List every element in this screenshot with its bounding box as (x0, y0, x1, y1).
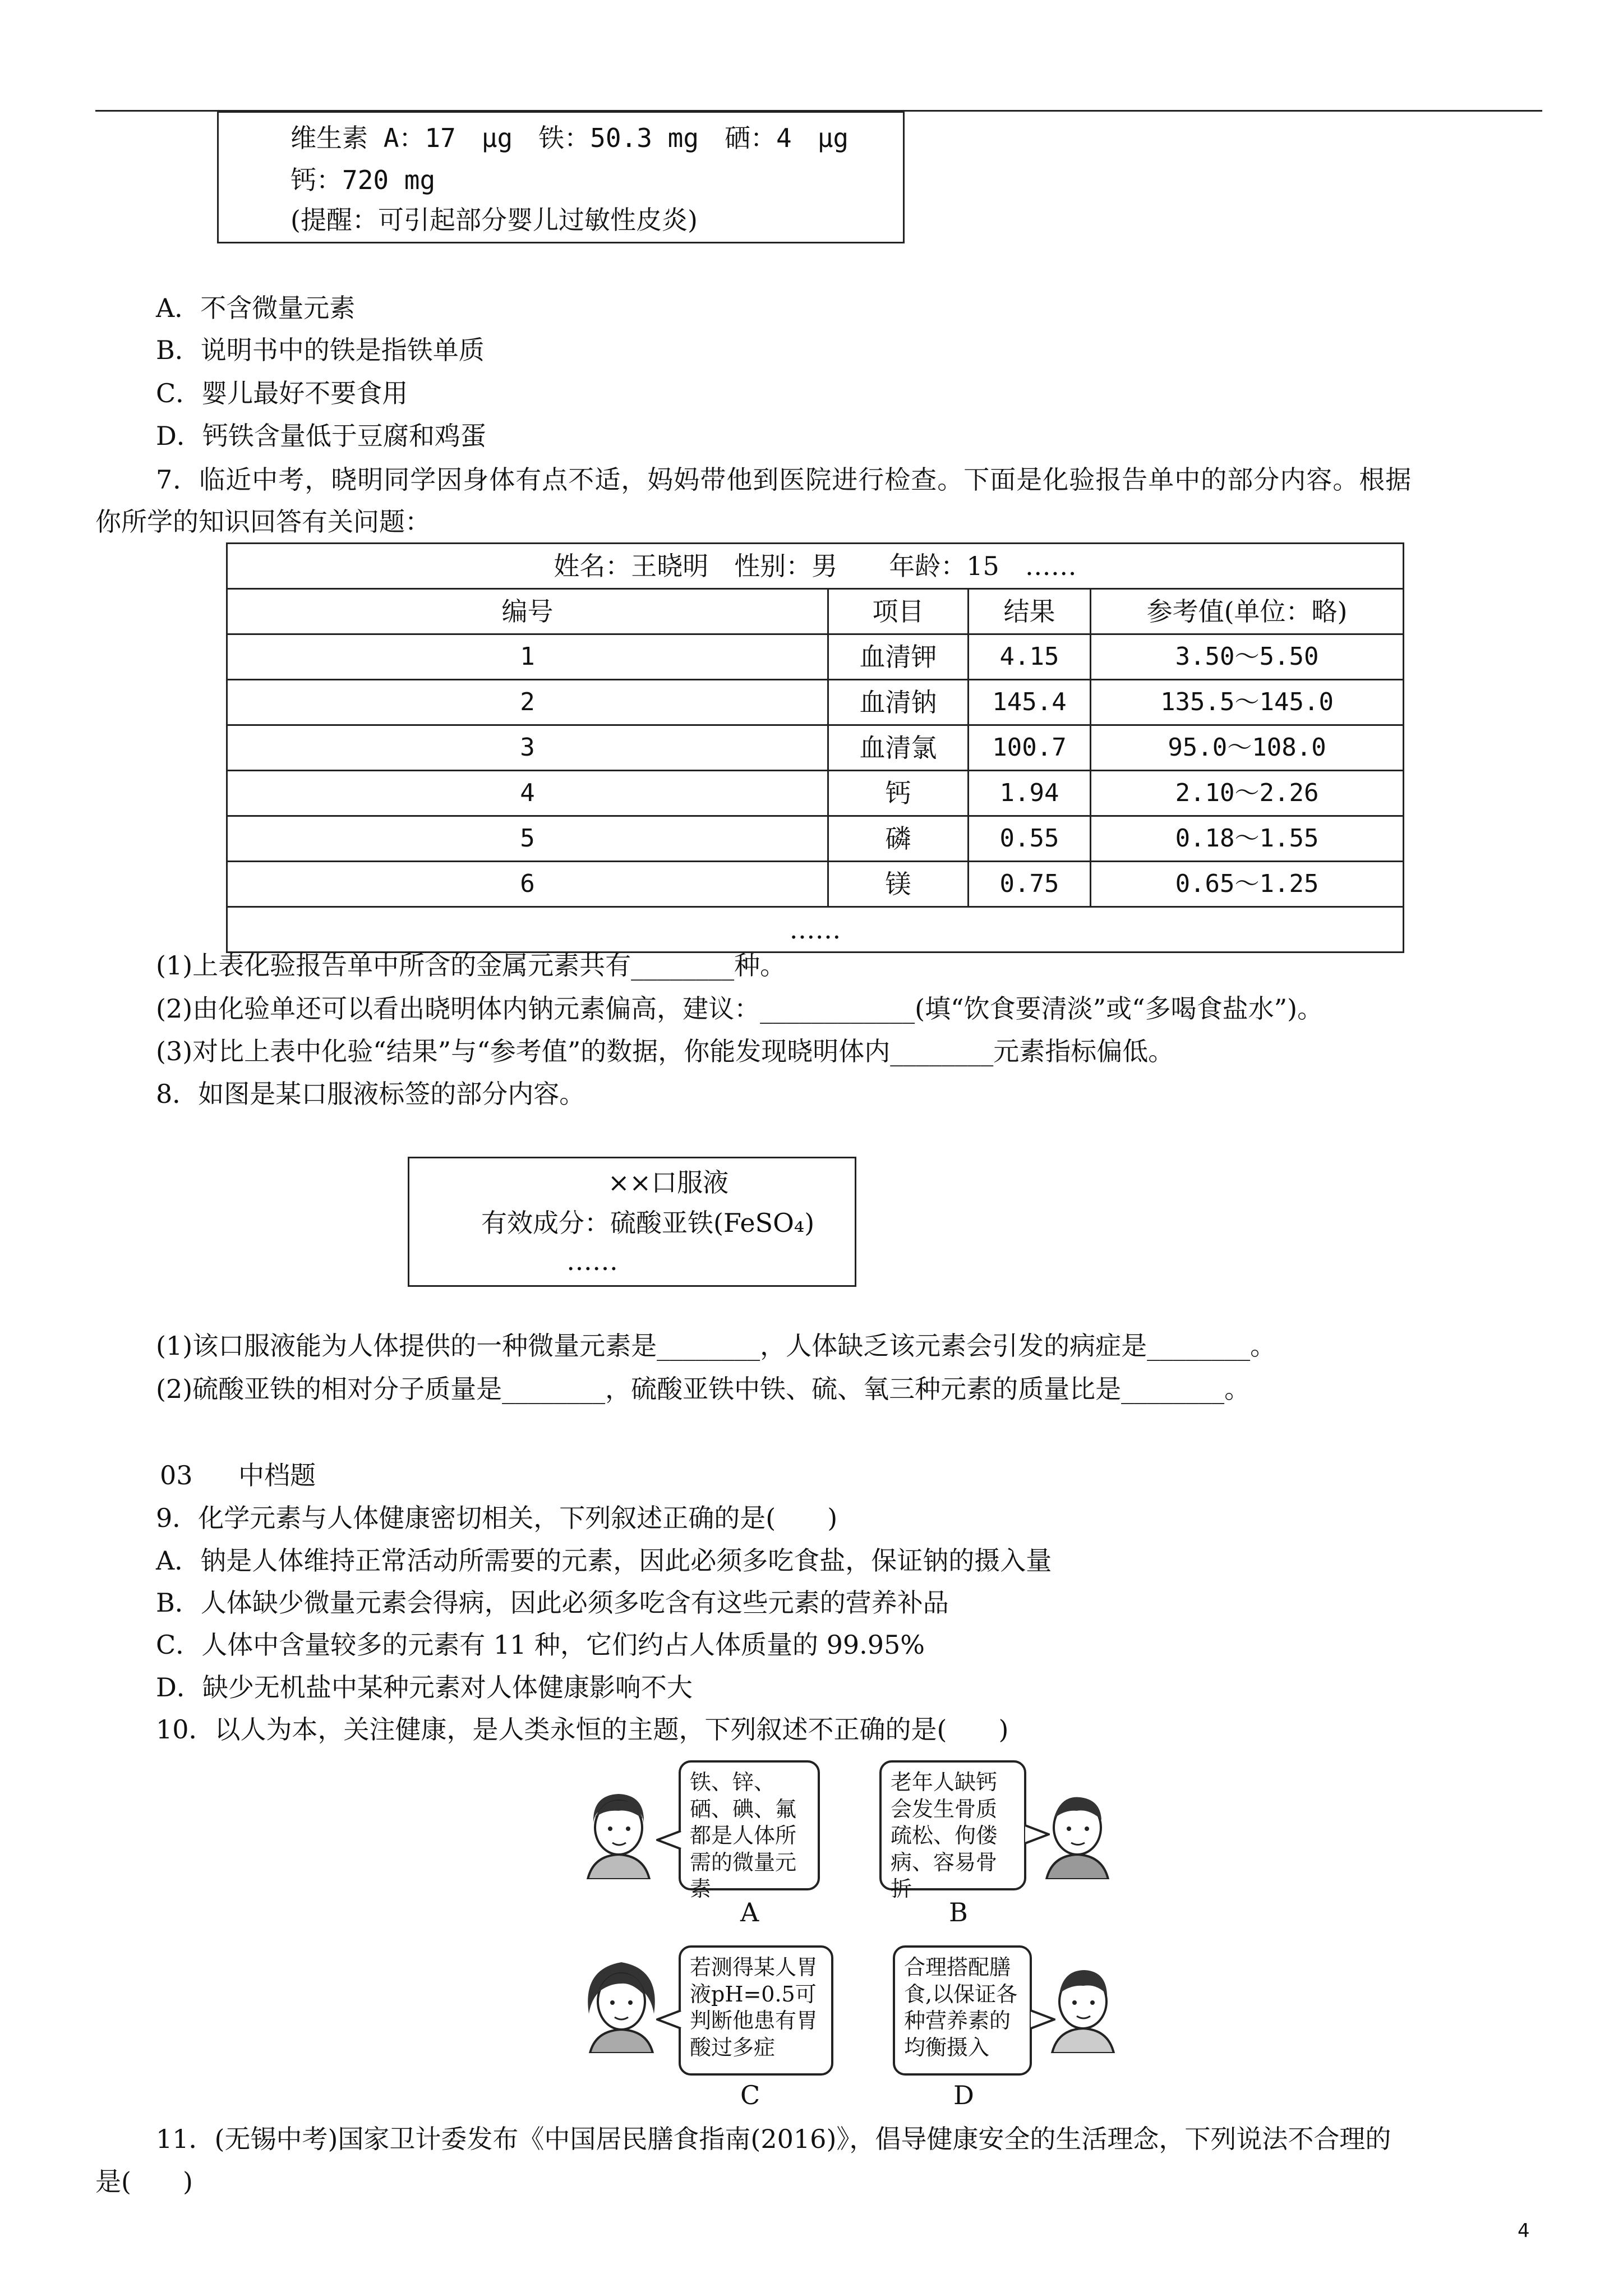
nutrition-line-3: (提醒：可引起部分婴儿过敏性皮炎) (291, 205, 698, 235)
q7-sub-3: (3)对比上表中化验“结果”与“参考值”的数据，你能发现晓明体内________元素指标偏低。 (156, 1036, 1174, 1066)
q9-option-c: C．人体中含量较多的元素有 11 种，它们约占人体质量的 99.95% (156, 1630, 925, 1660)
oral-liquid-label-box (408, 1157, 856, 1287)
table-row (227, 680, 1404, 725)
table-row (227, 816, 1404, 862)
table-header-row (227, 589, 1404, 634)
q9-stem: 9．化学元素与人体健康密切相关，下列叙述正确的是( ) (156, 1503, 838, 1533)
column-header: 参考值(单位：略) (1091, 589, 1404, 634)
cell-item: 血清钾 (828, 634, 969, 680)
cell-reference: 3.50～5.50 (1091, 634, 1404, 680)
cell-item: 镁 (828, 862, 969, 907)
cell-number: 2 (227, 680, 828, 725)
nutrition-line-1: 维生素 A：17 μg 铁：50.3 mg 硒：4 μg (291, 123, 849, 153)
table-title-row (227, 544, 1404, 589)
q11-stem-line-2: 是( ) (95, 2166, 193, 2197)
cell-item: 磷 (828, 816, 969, 862)
boy-d-icon (1041, 1958, 1125, 2053)
column-header: 结果 (969, 589, 1091, 634)
q11-stem-line-1: 11．(无锡中考)国家卫计委发布《中国居民膳食指南(2016)》，倡导健康安全的生活理念，下列说法不合理的 (156, 2124, 1391, 2154)
table-row (227, 634, 1404, 680)
label-title: ××口服液 (608, 1167, 729, 1198)
cell-result: 0.55 (969, 816, 1091, 862)
speech-bubble-d: 合理搭配膳食,以保证各种营养素的均衡摄入 (893, 1945, 1032, 2076)
cell-reference: 0.18～1.55 (1091, 816, 1404, 862)
cell-reference: 95.0～108.0 (1091, 725, 1404, 771)
table-ellipsis: …… (227, 907, 1404, 953)
label-ellipsis: …… (566, 1246, 618, 1276)
cell-reference: 0.65～1.25 (1091, 862, 1404, 907)
speech-bubble-b: 老年人缺钙会发生骨质疏松、佝偻病、容易骨折 (879, 1760, 1026, 1890)
cell-result: 0.75 (969, 862, 1091, 907)
cell-result: 4.15 (969, 634, 1091, 680)
option-label-a: A (740, 1897, 759, 1927)
cell-result: 145.4 (969, 680, 1091, 725)
table-title: 姓名：王晓明 性别：男 年龄：15 …… (227, 544, 1404, 589)
q9-option-d: D．缺少无机盐中某种元素对人体健康影响不大 (156, 1672, 693, 1703)
cell-number: 4 (227, 771, 828, 816)
section-number: 03 (160, 1460, 193, 1490)
table-row (227, 862, 1404, 907)
q8-sub-2: (2)硫酸亚铁的相对分子质量是________，硫酸亚铁中铁、硫、氧三种元素的质量比是________。 (156, 1374, 1251, 1404)
cell-reference: 2.10～2.26 (1091, 771, 1404, 816)
cell-item: 钙 (828, 771, 969, 816)
option-label-b: B (949, 1897, 968, 1927)
column-header: 编号 (227, 589, 828, 634)
cell-result: 1.94 (969, 771, 1091, 816)
boy-a-icon (577, 1784, 661, 1879)
label-ingredient: 有效成分：硫酸亚铁(FeSO₄) (481, 1208, 815, 1238)
q8-sub-1: (1)该口服液能为人体提供的一种微量元素是________，人体缺乏该元素会引发的病症是________。 (156, 1331, 1276, 1361)
cell-reference: 135.5～145.0 (1091, 680, 1404, 725)
girl-c-icon (577, 1952, 666, 2053)
lab-report-table (226, 542, 1404, 953)
cell-number: 1 (227, 634, 828, 680)
table-footer-row (227, 907, 1404, 953)
cell-item: 血清氯 (828, 725, 969, 771)
boy-b-icon (1035, 1784, 1119, 1879)
speech-bubble-a: 铁、锌、硒、碘、氟都是人体所需的微量元素 (679, 1760, 820, 1890)
q8-stem: 8．如图是某口服液标签的部分内容。 (156, 1079, 585, 1109)
option-label-c: C (740, 2080, 760, 2110)
cell-number: 5 (227, 816, 828, 862)
nutrition-line-2: 钙：720 mg (291, 165, 436, 195)
q6-option-d: D．钙铁含量低于豆腐和鸡蛋 (156, 421, 486, 451)
option-label-d: D (953, 2080, 974, 2110)
q6-option-c: C．婴儿最好不要食用 (156, 378, 408, 408)
q10-stem: 10．以人为本，关注健康，是人类永恒的主题，下列叙述不正确的是( ) (156, 1714, 1009, 1745)
column-header: 项目 (828, 589, 969, 634)
page-number: 4 (1518, 2220, 1530, 2242)
q7-sub-1: (1)上表化验报告单中所含的金属元素共有________种。 (156, 950, 786, 981)
bubble-tail-c-icon (656, 2008, 682, 2031)
q7-stem-line-2: 你所学的知识回答有关问题： (95, 507, 431, 537)
section-title: 中档题 (238, 1460, 316, 1490)
q6-option-a: A．不含微量元素 (156, 293, 356, 323)
cell-number: 6 (227, 862, 828, 907)
q9-option-b: B．人体缺少微量元素会得病，因此必须多吃含有这些元素的营养补品 (156, 1588, 949, 1618)
table-row (227, 771, 1404, 816)
speech-bubble-c: 若测得某人胃液pH=0.5可判断他患有胃酸过多症 (679, 1945, 833, 2076)
cell-item: 血清钠 (828, 680, 969, 725)
q7-sub-2: (2)由化验单还可以看出晓明体内钠元素偏高，建议：____________(填“饮食要清淡”或“多喝食盐水”)。 (156, 993, 1324, 1024)
cell-result: 100.7 (969, 725, 1091, 771)
cell-number: 3 (227, 725, 828, 771)
q7-stem-line-1: 7．临近中考，晓明同学因身体有点不适，妈妈带他到医院进行检查。下面是化验报告单中的部分内容。根据 (156, 464, 1412, 495)
q9-option-a: A．钠是人体维持正常活动所需要的元素，因此必须多吃食盐，保证钠的摄入量 (156, 1545, 1052, 1576)
nutrition-box (217, 111, 905, 243)
q6-option-b: B．说明书中的铁是指铁单质 (156, 335, 485, 365)
bubble-tail-a-icon (656, 1829, 682, 1851)
table-row (227, 725, 1404, 771)
